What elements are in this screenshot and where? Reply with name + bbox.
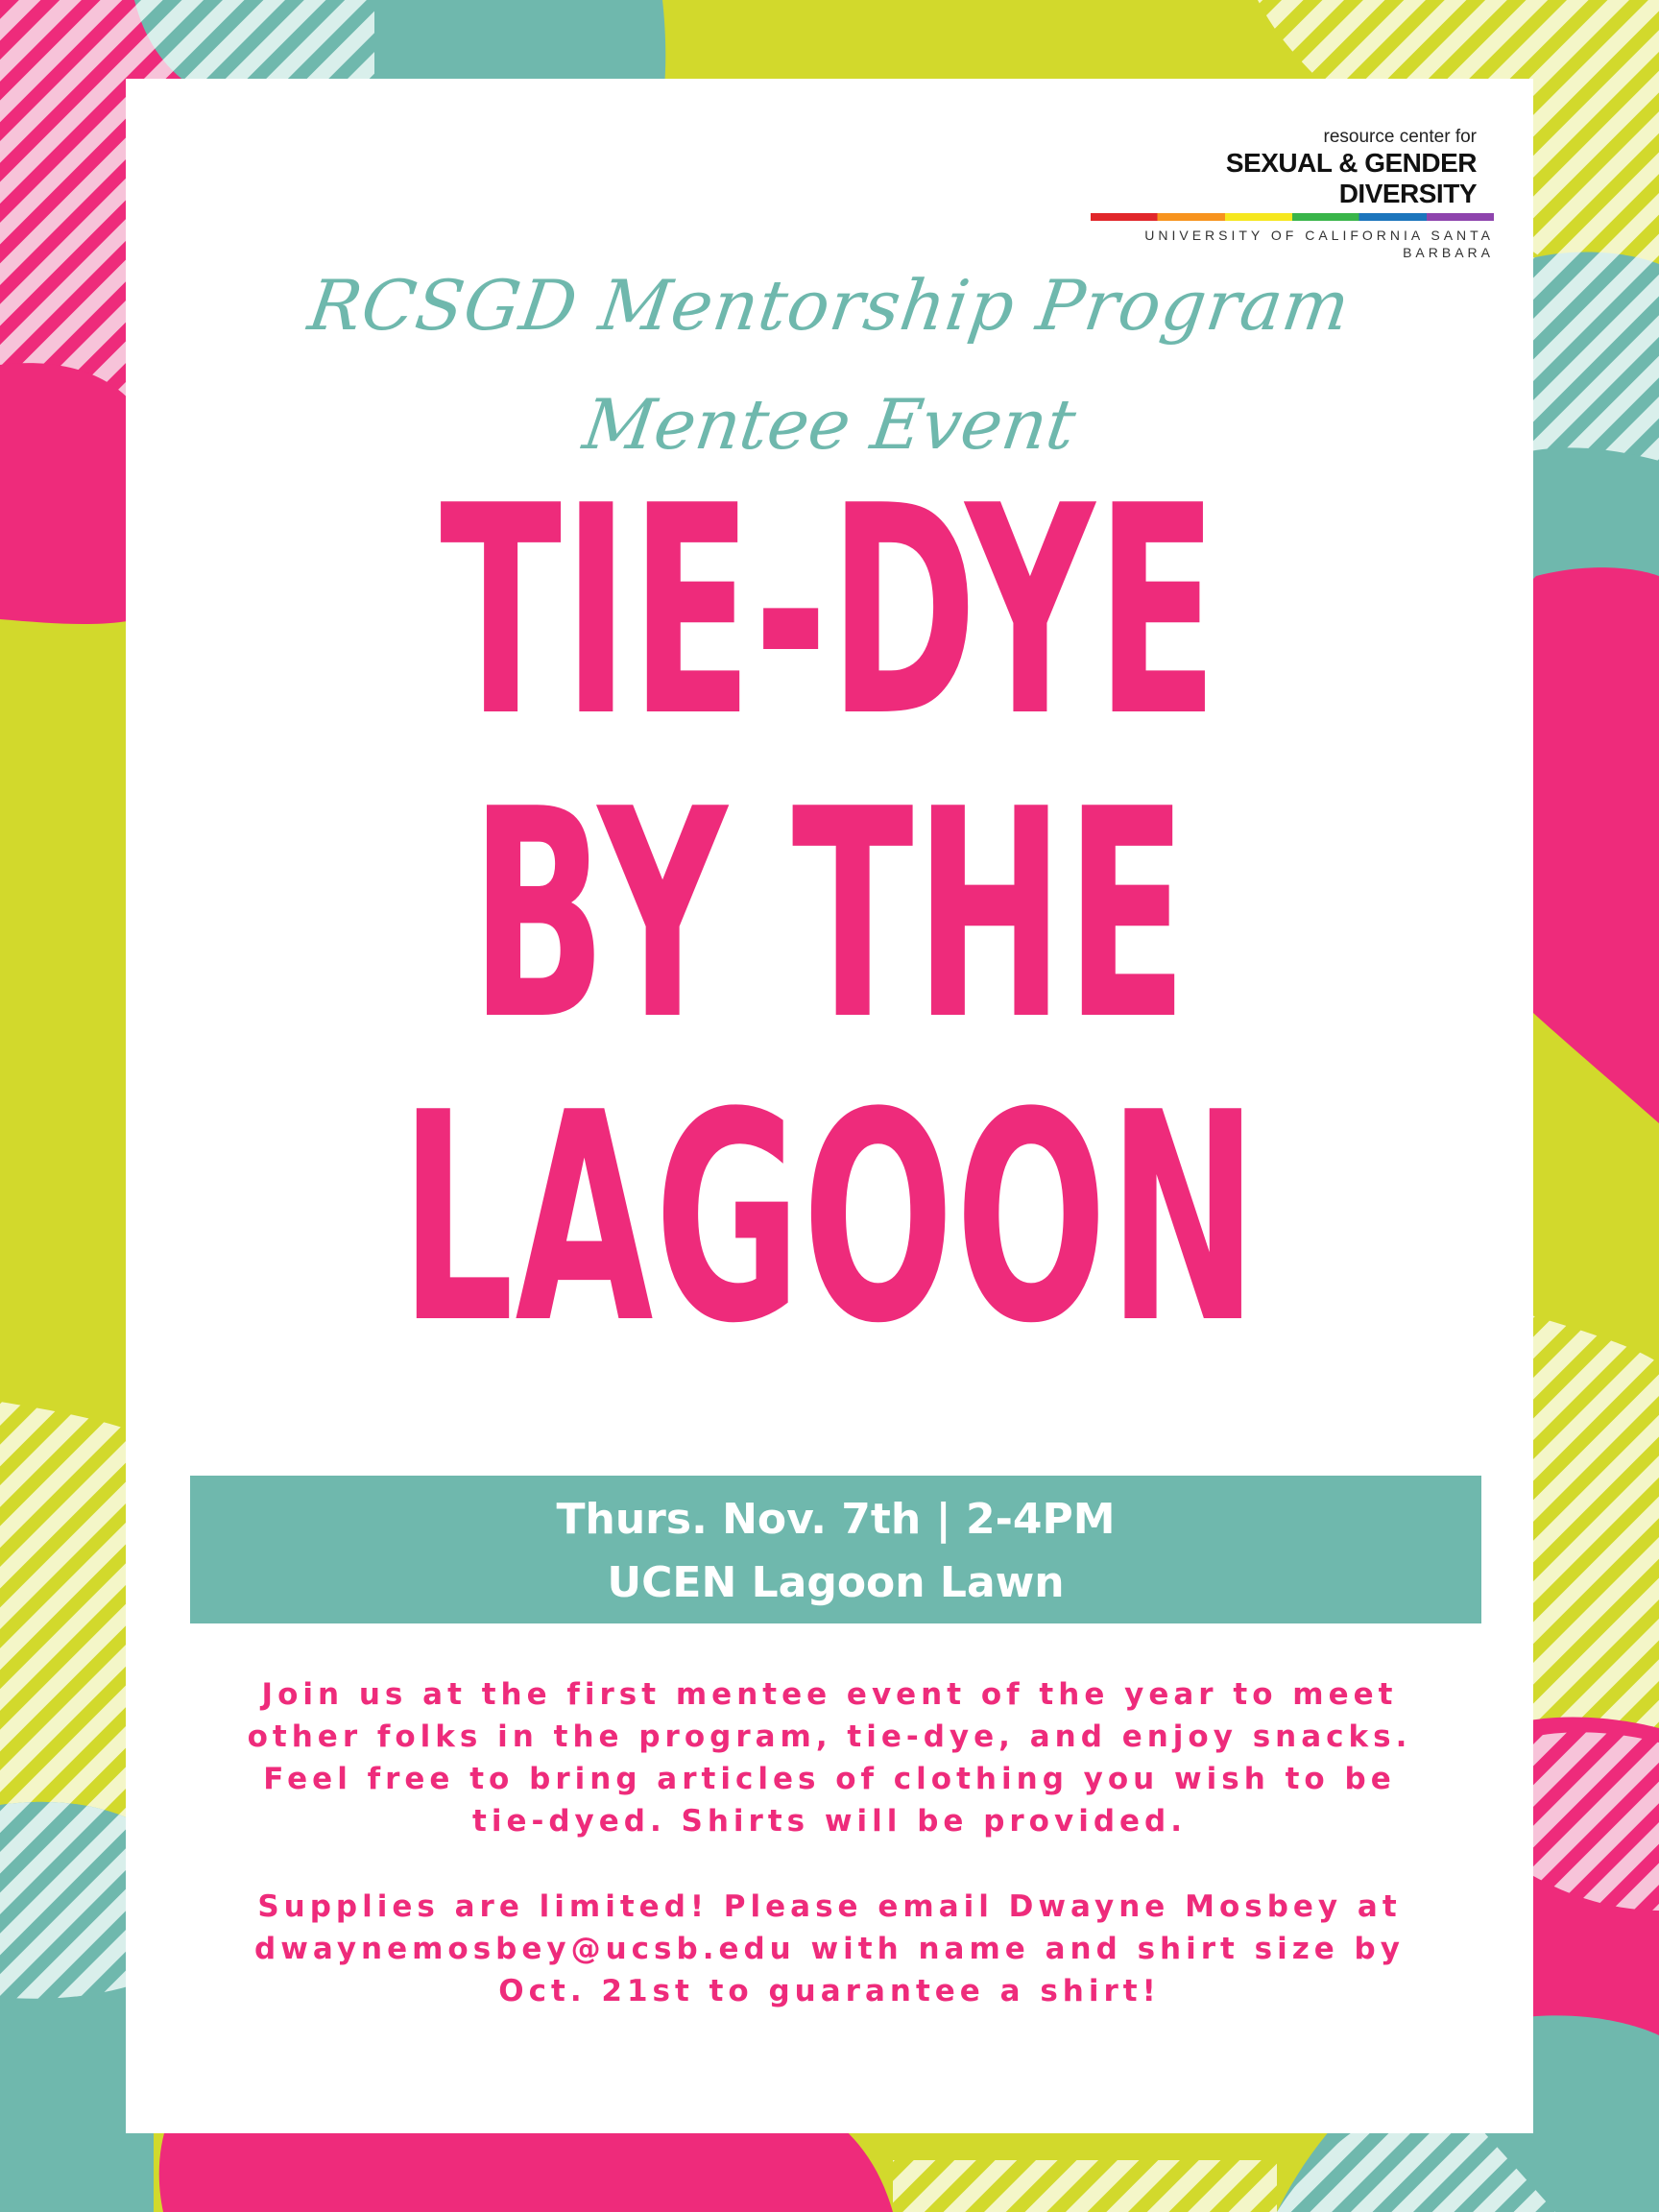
signup-line: Supplies are limited! Please email Dwayne Mosbey at — [257, 1889, 1402, 1924]
headline-line-3: LAGOON — [399, 1051, 1260, 1386]
signup-paragraph — [173, 1886, 1486, 2012]
description-paragraph — [173, 1673, 1486, 1842]
description-line: other folks in the program, tie-dye, and enjoy snacks. — [247, 1719, 1412, 1754]
description-line: Feel free to bring articles of clothing you wish to be — [263, 1762, 1396, 1796]
event-type: Mentee Event — [578, 384, 1081, 465]
event-details-banner — [190, 1476, 1481, 1623]
logo-line-3: UNIVERSITY OF CALIFORNIA SANTA BARBARA — [1144, 228, 1494, 260]
logo-rainbow-bar — [1091, 213, 1494, 221]
logo-line-2: SEXUAL & GENDER DIVERSITY — [1225, 148, 1477, 208]
event-date-time: Thurs. Nov. 7th | 2-4PM — [556, 1495, 1116, 1544]
logo-line-1: resource center for — [1323, 127, 1477, 147]
description-line: tie-dyed. Shirts will be provided. — [472, 1804, 1187, 1839]
description-line: Join us at the first mentee event of the year to meet — [261, 1677, 1398, 1712]
headline-line-2: BY THE — [469, 748, 1190, 1083]
event-location: UCEN Lagoon Lawn — [607, 1558, 1065, 1607]
signup-line: Oct. 21st to guarantee a shirt! — [498, 1974, 1161, 2008]
program-title: RCSGD Mentorship Program — [303, 265, 1356, 346]
headline — [315, 445, 1343, 1386]
headline-line-1: TIE-DYE — [440, 445, 1219, 780]
rcsgd-logo — [1091, 127, 1494, 261]
signup-email-line[interactable]: dwaynemosbey@ucsb.edu with name and shirt size by — [254, 1932, 1405, 1966]
